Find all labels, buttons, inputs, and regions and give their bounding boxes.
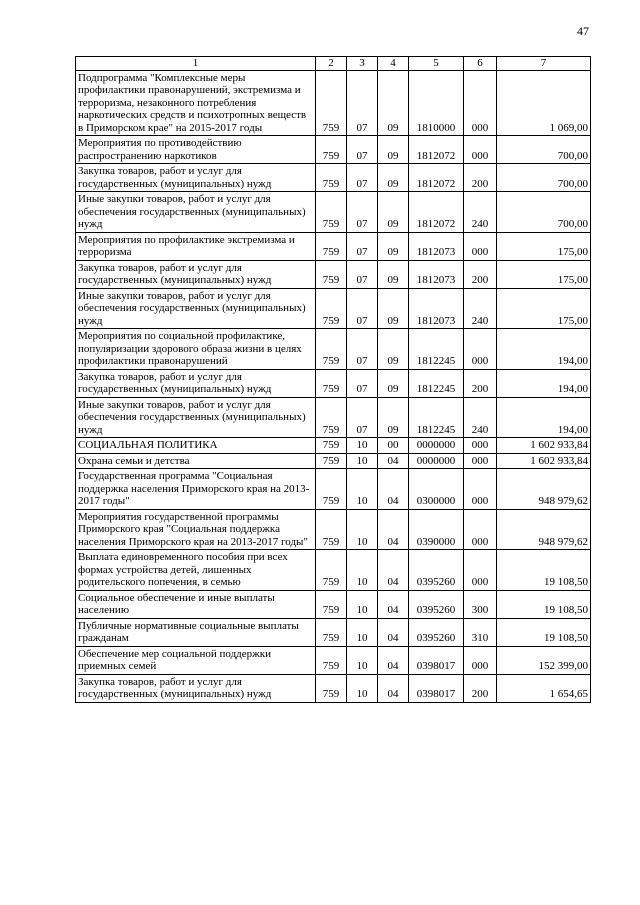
subsection-cell: 04 xyxy=(378,674,409,702)
item-name-cell: Мероприятия государственной программы Приморского края "Социальная поддержка населения Приморского края на 2013-2017 годы" xyxy=(76,509,316,550)
item-name-cell: Закупка товаров, работ и услуг для государственных (муниципальных) нужд xyxy=(76,164,316,192)
item-name-cell: Иные закупки товаров, работ и услуг для обеспечения государственных (муниципальных) нужд xyxy=(76,192,316,233)
target-article-cell: 1812073 xyxy=(409,232,464,260)
item-name-cell: Мероприятия по социальной профилактике, популяризации здорового образа жизни в целях профилактики правонарушений xyxy=(76,329,316,370)
column-header: 3 xyxy=(347,57,378,71)
target-article-cell: 0000000 xyxy=(409,453,464,469)
column-header: 6 xyxy=(464,57,497,71)
item-name-cell: Публичные нормативные социальные выплаты гражданам xyxy=(76,618,316,646)
expense-type-cell: 240 xyxy=(464,288,497,329)
section-cell: 10 xyxy=(347,674,378,702)
subsection-cell: 04 xyxy=(378,469,409,510)
column-header: 7 xyxy=(497,57,591,71)
amount-cell: 700,00 xyxy=(497,192,591,233)
table-row xyxy=(76,192,591,233)
item-name-cell: Социальное обеспечение и иные выплаты населению xyxy=(76,590,316,618)
code-cell: 759 xyxy=(316,509,347,550)
subsection-cell: 09 xyxy=(378,70,409,136)
section-cell: 07 xyxy=(347,329,378,370)
target-article-cell: 1812072 xyxy=(409,136,464,164)
expense-type-cell: 000 xyxy=(464,453,497,469)
target-article-cell: 1812072 xyxy=(409,192,464,233)
item-name-cell: Подпрограмма "Комплексные меры профилактики правонарушений, экстремизма и терроризма, незаконного потребления наркотических средств и психотропных веществ в Приморском крае" на 2015-2017 годы xyxy=(76,70,316,136)
expense-type-cell: 200 xyxy=(464,674,497,702)
table-row xyxy=(76,397,591,438)
amount-cell: 152 399,00 xyxy=(497,646,591,674)
code-cell: 759 xyxy=(316,453,347,469)
item-name-cell: СОЦИАЛЬНАЯ ПОЛИТИКА xyxy=(76,438,316,454)
page-number: 47 xyxy=(577,24,589,38)
amount-cell: 194,00 xyxy=(497,329,591,370)
target-article-cell: 1812072 xyxy=(409,164,464,192)
code-cell: 759 xyxy=(316,369,347,397)
section-cell: 10 xyxy=(347,590,378,618)
column-header: 2 xyxy=(316,57,347,71)
code-cell: 759 xyxy=(316,70,347,136)
code-cell: 759 xyxy=(316,550,347,591)
section-cell: 07 xyxy=(347,70,378,136)
subsection-cell: 00 xyxy=(378,438,409,454)
section-cell: 07 xyxy=(347,164,378,192)
target-article-cell: 1812073 xyxy=(409,288,464,329)
table-row xyxy=(76,469,591,510)
section-cell: 07 xyxy=(347,136,378,164)
item-name-cell: Государственная программа "Социальная поддержка населения Приморского края на 2013-2017 годы" xyxy=(76,469,316,510)
amount-cell: 1 654,65 xyxy=(497,674,591,702)
table-row xyxy=(76,136,591,164)
subsection-cell: 04 xyxy=(378,509,409,550)
table-row xyxy=(76,590,591,618)
code-cell: 759 xyxy=(316,590,347,618)
budget-table xyxy=(75,56,591,703)
amount-cell: 19 108,50 xyxy=(497,618,591,646)
target-article-cell: 0000000 xyxy=(409,438,464,454)
subsection-cell: 04 xyxy=(378,453,409,469)
expense-type-cell: 000 xyxy=(464,646,497,674)
amount-cell: 1 602 933,84 xyxy=(497,438,591,454)
subsection-cell: 04 xyxy=(378,646,409,674)
header-row xyxy=(76,57,591,71)
code-cell: 759 xyxy=(316,329,347,370)
expense-type-cell: 000 xyxy=(464,438,497,454)
expense-type-cell: 240 xyxy=(464,397,497,438)
section-cell: 10 xyxy=(347,438,378,454)
expense-type-cell: 000 xyxy=(464,469,497,510)
subsection-cell: 09 xyxy=(378,232,409,260)
amount-cell: 19 108,50 xyxy=(497,550,591,591)
amount-cell: 948 979,62 xyxy=(497,469,591,510)
section-cell: 07 xyxy=(347,260,378,288)
target-article-cell: 0398017 xyxy=(409,674,464,702)
amount-cell: 19 108,50 xyxy=(497,590,591,618)
table-row xyxy=(76,453,591,469)
code-cell: 759 xyxy=(316,260,347,288)
code-cell: 759 xyxy=(316,469,347,510)
code-cell: 759 xyxy=(316,674,347,702)
section-cell: 10 xyxy=(347,550,378,591)
subsection-cell: 09 xyxy=(378,288,409,329)
amount-cell: 700,00 xyxy=(497,136,591,164)
table-row xyxy=(76,329,591,370)
subsection-cell: 04 xyxy=(378,550,409,591)
section-cell: 07 xyxy=(347,288,378,329)
table-row xyxy=(76,646,591,674)
subsection-cell: 09 xyxy=(378,397,409,438)
item-name-cell: Закупка товаров, работ и услуг для государственных (муниципальных) нужд xyxy=(76,369,316,397)
table-row xyxy=(76,509,591,550)
code-cell: 759 xyxy=(316,618,347,646)
item-name-cell: Закупка товаров, работ и услуг для государственных (муниципальных) нужд xyxy=(76,260,316,288)
subsection-cell: 04 xyxy=(378,590,409,618)
amount-cell: 1 069,00 xyxy=(497,70,591,136)
item-name-cell: Иные закупки товаров, работ и услуг для обеспечения государственных (муниципальных) нужд xyxy=(76,288,316,329)
amount-cell: 948 979,62 xyxy=(497,509,591,550)
target-article-cell: 1812245 xyxy=(409,397,464,438)
expense-type-cell: 200 xyxy=(464,260,497,288)
target-article-cell: 0390000 xyxy=(409,509,464,550)
target-article-cell: 0395260 xyxy=(409,618,464,646)
section-cell: 07 xyxy=(347,192,378,233)
table-body xyxy=(76,70,591,702)
section-cell: 10 xyxy=(347,509,378,550)
column-header: 1 xyxy=(76,57,316,71)
section-cell: 10 xyxy=(347,469,378,510)
target-article-cell: 0398017 xyxy=(409,646,464,674)
expense-type-cell: 000 xyxy=(464,70,497,136)
target-article-cell: 1812245 xyxy=(409,329,464,370)
subsection-cell: 09 xyxy=(378,260,409,288)
expense-type-cell: 240 xyxy=(464,192,497,233)
expense-type-cell: 000 xyxy=(464,509,497,550)
table-row xyxy=(76,70,591,136)
item-name-cell: Выплата единовременного пособия при всех формах устройства детей, лишенных родительского попечения, в семью xyxy=(76,550,316,591)
table-row xyxy=(76,550,591,591)
subsection-cell: 09 xyxy=(378,192,409,233)
target-article-cell: 0395260 xyxy=(409,590,464,618)
code-cell: 759 xyxy=(316,232,347,260)
table-row xyxy=(76,288,591,329)
code-cell: 759 xyxy=(316,397,347,438)
expense-type-cell: 200 xyxy=(464,369,497,397)
table-row xyxy=(76,260,591,288)
target-article-cell: 0300000 xyxy=(409,469,464,510)
item-name-cell: Мероприятия по профилактике экстремизма и терроризма xyxy=(76,232,316,260)
amount-cell: 700,00 xyxy=(497,164,591,192)
amount-cell: 1 602 933,84 xyxy=(497,453,591,469)
code-cell: 759 xyxy=(316,192,347,233)
table-row xyxy=(76,618,591,646)
expense-type-cell: 200 xyxy=(464,164,497,192)
item-name-cell: Мероприятия по противодействию распространению наркотиков xyxy=(76,136,316,164)
table-row xyxy=(76,369,591,397)
target-article-cell: 1810000 xyxy=(409,70,464,136)
section-cell: 10 xyxy=(347,646,378,674)
expense-type-cell: 000 xyxy=(464,550,497,591)
table-row xyxy=(76,674,591,702)
expense-type-cell: 000 xyxy=(464,329,497,370)
expense-type-cell: 000 xyxy=(464,136,497,164)
section-cell: 07 xyxy=(347,232,378,260)
expense-type-cell: 300 xyxy=(464,590,497,618)
table-row xyxy=(76,232,591,260)
code-cell: 759 xyxy=(316,646,347,674)
expense-type-cell: 000 xyxy=(464,232,497,260)
amount-cell: 194,00 xyxy=(497,397,591,438)
code-cell: 759 xyxy=(316,288,347,329)
subsection-cell: 04 xyxy=(378,618,409,646)
section-cell: 10 xyxy=(347,618,378,646)
subsection-cell: 09 xyxy=(378,329,409,370)
subsection-cell: 09 xyxy=(378,369,409,397)
section-cell: 07 xyxy=(347,397,378,438)
table-row xyxy=(76,438,591,454)
code-cell: 759 xyxy=(316,438,347,454)
code-cell: 759 xyxy=(316,164,347,192)
table-row xyxy=(76,164,591,192)
amount-cell: 175,00 xyxy=(497,260,591,288)
item-name-cell: Обеспечение мер социальной поддержки приемных семей xyxy=(76,646,316,674)
column-header: 5 xyxy=(409,57,464,71)
subsection-cell: 09 xyxy=(378,164,409,192)
amount-cell: 194,00 xyxy=(497,369,591,397)
item-name-cell: Закупка товаров, работ и услуг для государственных (муниципальных) нужд xyxy=(76,674,316,702)
amount-cell: 175,00 xyxy=(497,288,591,329)
item-name-cell: Иные закупки товаров, работ и услуг для обеспечения государственных (муниципальных) нужд xyxy=(76,397,316,438)
section-cell: 07 xyxy=(347,369,378,397)
amount-cell: 175,00 xyxy=(497,232,591,260)
code-cell: 759 xyxy=(316,136,347,164)
target-article-cell: 1812245 xyxy=(409,369,464,397)
section-cell: 10 xyxy=(347,453,378,469)
target-article-cell: 0395260 xyxy=(409,550,464,591)
subsection-cell: 09 xyxy=(378,136,409,164)
item-name-cell: Охрана семьи и детства xyxy=(76,453,316,469)
expense-type-cell: 310 xyxy=(464,618,497,646)
target-article-cell: 1812073 xyxy=(409,260,464,288)
column-header: 4 xyxy=(378,57,409,71)
